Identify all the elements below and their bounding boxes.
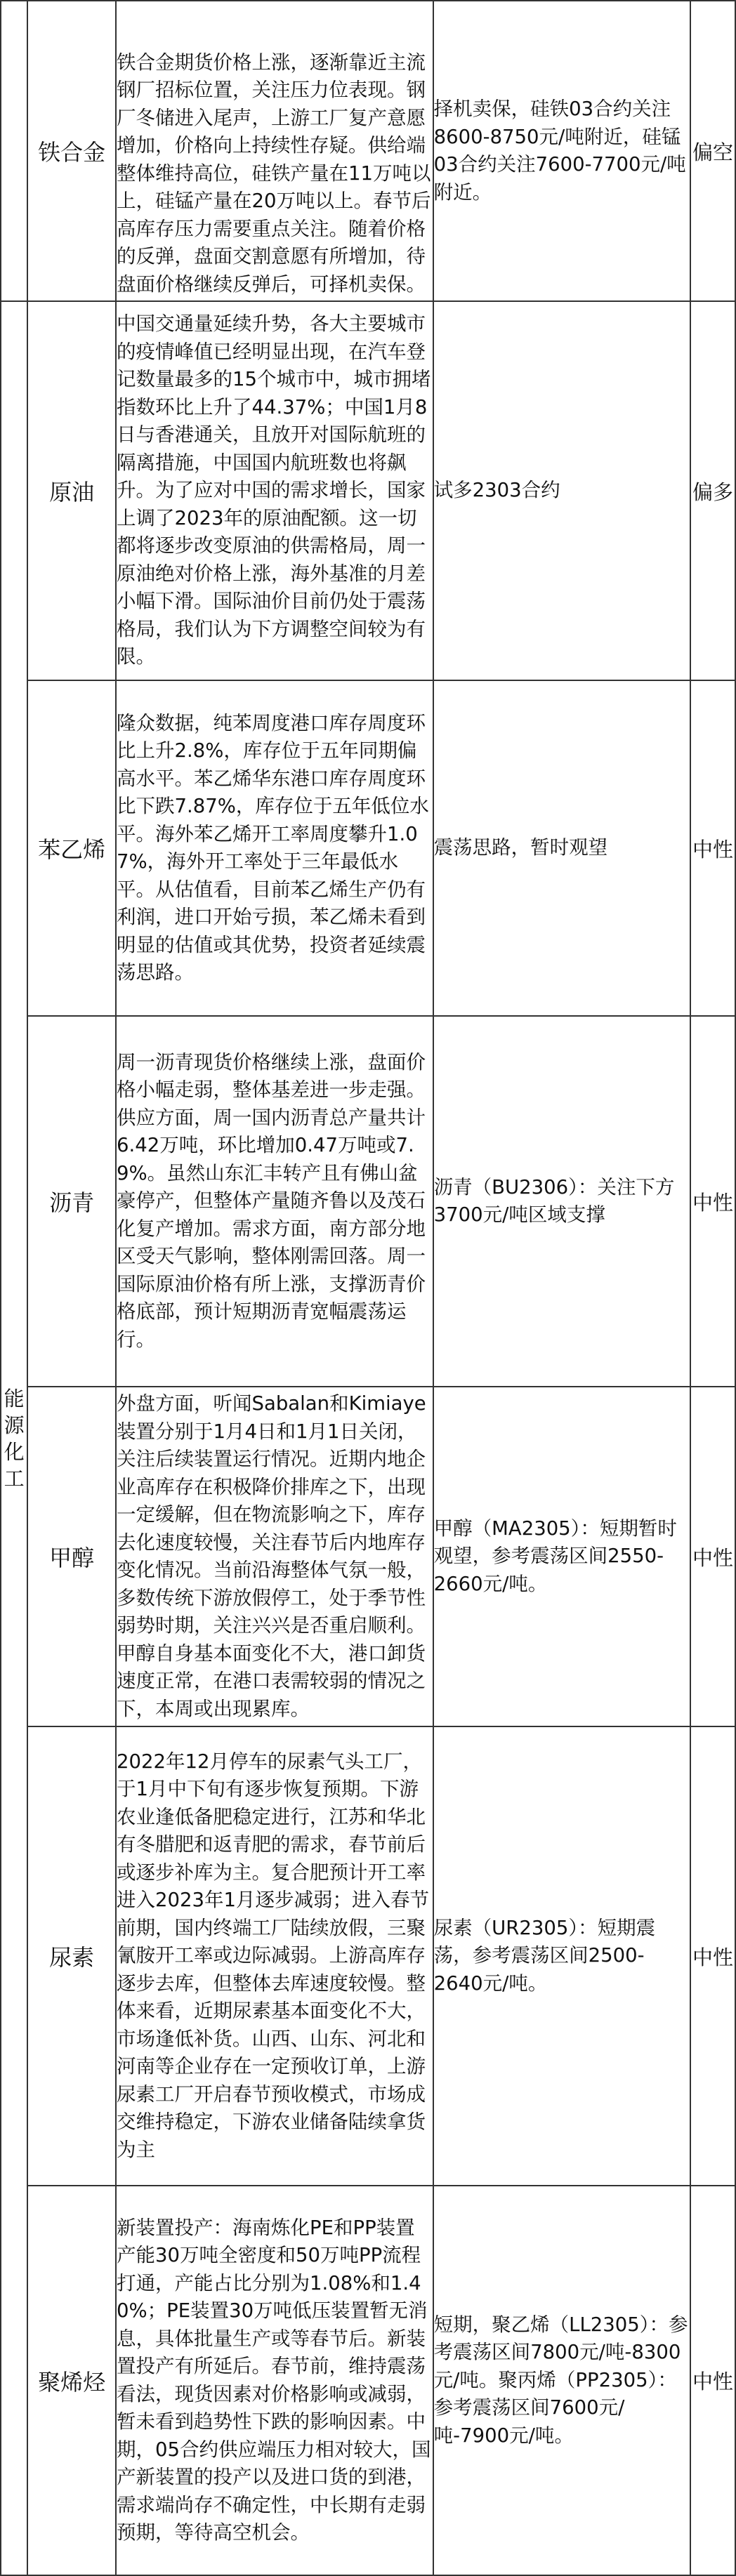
view-rating: 中性 — [690, 1016, 735, 1387]
commodity-name: 苯乙烯 — [27, 680, 116, 1016]
analysis-cell — [116, 1016, 433, 1387]
analysis-text: 铁合金期货价格上涨，逐渐靠近主流钢厂招标位置，关注压力位表现。钢厂冬储进入尾声，上游工厂复产意愿增加，价格向上持续性存疑。供给端整体维持高位，硅铁产量在11万吨以上，硅锰产量在20万吨以上。春节后高库存压力需要重点关注。随着价格的反弹，盘面交割意愿有所增加，待盘面价格继续反弹后，可择机卖保。 — [117, 51, 431, 296]
commodity-name: 尿素 — [27, 1726, 116, 2186]
table-row — [1, 1016, 735, 1387]
view-rating: 中性 — [690, 2186, 735, 2575]
table-row — [1, 2186, 735, 2575]
strategy-text: 沥青（BU2306）：关注下方3700元/吨区域支撑 — [433, 1016, 690, 1387]
commodity-name: 铁合金 — [27, 1, 116, 301]
commodity-name: 沥青 — [27, 1016, 116, 1387]
commodity-name: 甲醇 — [27, 1387, 116, 1726]
commodity-name: 原油 — [27, 301, 116, 680]
category-label: 能源化工 — [4, 1386, 25, 1491]
analysis-cell — [116, 2186, 433, 2575]
commodity-name: 聚烯烃 — [27, 2186, 116, 2575]
table-row — [1, 301, 735, 680]
strategy-text: 尿素（UR2305）：短期震荡，参考震荡区间2500-2640元/吨。 — [433, 1726, 690, 2186]
view-rating: 中性 — [690, 680, 735, 1016]
analysis-cell — [116, 301, 433, 680]
analysis-text: 周一沥青现货价格继续上涨，盘面价格小幅走弱，整体基差进一步走强。供应方面，周一国内沥青总产量共计6.42万吨，环比增加0.47万吨或7.9%。虽然山东汇丰转产且有佛山盆豪停产，但整体产量随齐鲁以及茂石化复产增加。需求方面，南方部分地区受天气影响，整体刚需回落。周一国际原油价格有所上涨，支撑沥青价格底部，预计短期沥青宽幅震荡运行。 — [117, 1050, 426, 1351]
analysis-cell — [116, 1387, 433, 1726]
analysis-text: 甲醇自身基本面变化不大，港口卸货速度正常，在港口表需较弱的情况之下，本周或出现累库。 — [117, 1642, 426, 1720]
strategy-text: 甲醇（MA2305）：短期暂时观望，参考震荡区间2550-2660元/吨。 — [433, 1387, 690, 1726]
table-row — [1, 680, 735, 1016]
table-row — [1, 1, 735, 301]
analysis-cell — [116, 680, 433, 1016]
view-rating: 偏空 — [690, 1, 735, 301]
analysis-text: 中国交通量延续升势，各大主要城市的疫情峰值已经明显出现，在汽车登记数量最多的15个城市中，城市拥堵指数环比上升了44.37%；中国1月8日与香港通关，且放开对国际航班的隔离措施，中国国内航班数也将飙升。为了应对中国的需求增长，国家上调了2023年的原油配额。这一切都将逐步改变原油的供需格局，周一原油绝对价格上涨，海外基准的月差小幅下滑。国际油价目前仍处于震荡格局，我们认为下方调整空间较为有限。 — [117, 312, 431, 668]
analysis-text: 2022年12月停车的尿素气头工厂，于1月中下旬有逐步恢复预期。下游农业逢低备肥稳定进行，江苏和华北有冬腊肥和返青肥的需求，春节前后或逐步补库为主。复合肥预计开工率进入2023年1月逐步减弱；进入春节前期，国内终端工厂陆续放假，三聚氰胺开工率或边际减弱。上游高库存逐步去库，但整体去库速度较慢。整体来看，近期尿素基本面变化不大，市场逢低补货。山西、山东、河北和河南等企业存在一定预收订单，上游尿素工厂开启春节预收模式，市场成交维持稳定，下游农业储备陆续拿货为主 — [117, 1750, 430, 2161]
view-rating: 偏多 — [690, 301, 735, 680]
table-row — [1, 1387, 735, 1726]
analysis-text: 隆众数据，纯苯周度港口库存周度环比上升2.8%，库存位于五年同期偏高水平。苯乙烯华东港口库存周度环比下跌7.87%，库存位于五年低位水平。海外苯乙烯开工率周度攀升1.07%，海外开工率处于三年最低水平。从估值看，目前苯乙烯生产仍有利润，进口开始亏损，苯乙烯未看到明显的估值或其优势，投资者延续震荡思路。 — [117, 711, 429, 984]
category-cell — [1, 301, 27, 2575]
strategy-text: 震荡思路，暂时观望 — [433, 680, 690, 1016]
analysis-cell — [116, 1726, 433, 2186]
strategy-text: 择机卖保，硅铁03合约关注8600-8750元/吨附近，硅锰03合约关注7600-7700元/吨附近。 — [433, 1, 690, 301]
analysis-text: 新装置投产：海南炼化PE和PP装置产能30万吨全密度和50万吨PP流程打通，产能占比分别为1.08%和1.40%；PE装置30万吨低压装置暂无消息，具体批量生产或等春节后。新装置投产有所延后。春节前，维持震荡看法，现货因素对价格影响或减弱，暂未看到趋势性下跌的影响因素。中期，05合约供应端压力相对较大，国产新装置的投产以及进口货的到港，需求端尚存不确定性，中长期有走弱预期，等待高空机会。 — [117, 2216, 431, 2544]
table-row — [1, 1726, 735, 2186]
view-rating: 中性 — [690, 1387, 735, 1726]
category-cell-top — [1, 1, 27, 301]
analysis-cell — [116, 1, 433, 301]
view-rating: 中性 — [690, 1726, 735, 2186]
analysis-text: 外盘方面，听闻Sabalan和Kimiaye装置分别于1月4日和1月1日关闭，关注后续装置运行情况。近期内地企业高库存在积极降价排库之下，出现一定缓解，但在物流影响之下，库存去化速度较慢，关注春节后内地库存变化情况。当前沿海整体气氛一般，多数传统下游放假停工，处于季节性弱势时期，关注兴兴是否重启顺利。 — [117, 1392, 426, 1637]
strategy-text: 试多2303合约 — [433, 301, 690, 680]
strategy-text: 短期，聚乙烯（LL2305）：参考震荡区间7800元/吨-8300元/吨。聚丙烯（PP2305）：参考震荡区间7600元/吨-7900元/吨。 — [433, 2186, 690, 2575]
